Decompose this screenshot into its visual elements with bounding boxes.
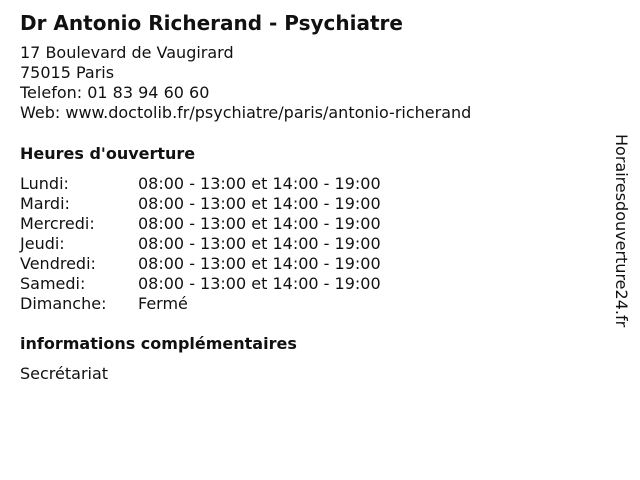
hours-row-dimanche [20,294,381,314]
day-label: Mercredi: [20,214,95,233]
hours-row-jeudi [20,234,381,254]
day-label: Mardi: [20,194,70,213]
phone-number: Telefon: 01 83 94 60 60 [20,83,210,102]
city-line: 75015 Paris [20,63,115,82]
day-label: Jeudi: [20,234,65,253]
page-title: Dr Antonio Richerand - Psychiatre [20,11,403,35]
hours-heading: Heures d'ouverture [20,144,196,163]
info-text: Secrétariat [20,364,109,383]
hours-row-mardi [20,194,381,214]
time-range: 08:00 - 13:00 et 14:00 - 19:00 [138,234,381,253]
day-label: Vendredi: [20,254,96,273]
time-range: 08:00 - 13:00 et 14:00 - 19:00 [138,214,381,233]
time-range: 08:00 - 13:00 et 14:00 - 19:00 [138,194,381,213]
watermark-text: Horairesdouverture24.fr [612,134,631,328]
hours-row-samedi [20,274,381,294]
day-label: Dimanche: [20,294,107,313]
hours-row-mercredi [20,214,381,234]
info-heading: informations complémentaires [20,334,297,353]
day-label: Lundi: [20,174,69,193]
address-block [20,43,471,123]
hours-table [20,174,381,314]
time-range: 08:00 - 13:00 et 14:00 - 19:00 [138,254,381,273]
time-range: Fermé [138,294,188,313]
hours-row-lundi [20,174,381,194]
day-label: Samedi: [20,274,86,293]
time-range: 08:00 - 13:00 et 14:00 - 19:00 [138,274,381,293]
street-address: 17 Boulevard de Vaugirard [20,43,234,62]
time-range: 08:00 - 13:00 et 14:00 - 19:00 [138,174,381,193]
website-link[interactable]: Web: www.doctolib.fr/psychiatre/paris/antonio-richerand [20,103,472,122]
hours-row-vendredi [20,254,381,274]
